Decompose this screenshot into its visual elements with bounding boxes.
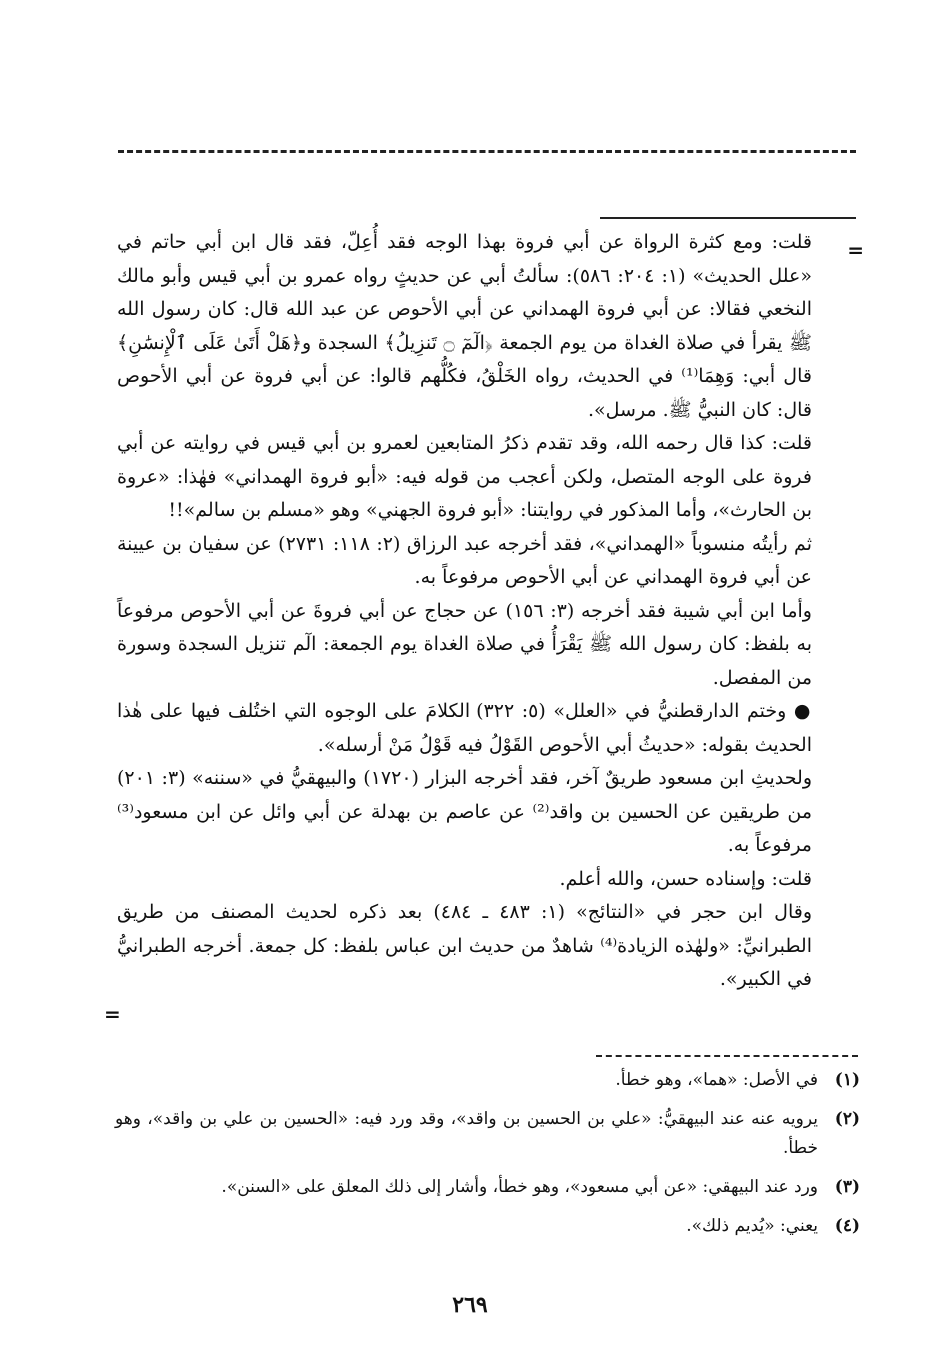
footnote-item [115,1173,860,1202]
page-number: ٢٦٩ [452,1292,488,1318]
footnote-number: (١) [834,1070,860,1090]
footnote-text: يرويه عنه عند البيهقيُّ: «علي بن الحسين بن واقد»، وقد ورد فيه: «الحسين بن علي بن واقد»، وهو خطأ. [115,1109,818,1158]
continuation-marker-top: = [847,238,864,262]
section-rule [600,217,856,219]
footnote-text: ورد عند البيهقي: «عن أبي مسعود»، وهو خطأ، وأشار إلى ذلك المعلق على «السنن». [221,1177,818,1197]
paragraph-abdulrazzaq: ثم رأيتُه منسوباً «الهمداني»، فقد أخرجه عبد الرزاق (٢: ١١٨: ٢٧٣١) عن سفيان بن عيينة عن أبي فروة الهمداني عن أبي الأحوص مرفوعاً به. [117,532,812,588]
continuation-marker-bottom: = [104,1002,121,1026]
footnote-number: (٣) [834,1177,860,1197]
paragraph-illal: قلت: ومع كثرة الرواة عن أبي فروة بهذا الوجه فقد أُعِلّ، فقد قال ابن أبي حاتم في «علل الحديث» (١: ٢٠٤: ٥٨٦): سألتُ أبي عن حديثٍ رواه عمرو بن أبي قيس وأبو مالك النخعي فقالا: عن أبي فروة الهمداني عن أبي الأحوص عن عبد الله قال: كان رسول الله ﷺ يقرأ في صلاة الغداة من يوم الجمعة ﴿الٓمٓ ۝ تَنزِيلُ﴾ السجدة و﴿هَلْ أَتَىٰ عَلَى ٱلْإِنسَٰنِ﴾ قال أبي: وَهِمَا⁽¹⁾ في الحديث، رواه الخَلْقُ، فكُلُّهم قالوا: عن أبي فروة عن أبي الأحوص قال: كان النبيُّ ﷺ. مرسل». [117,231,813,421]
paragraph-grading: قلت: وإسناده حسن، والله أعلم. [559,867,812,890]
main-text-block [117,226,812,997]
footnotes-section [115,1066,860,1251]
paragraph-daraqutni: ● وختم الدارقطنيُّ في «العلل» (٥: ٣٢٢) الكلامَ على الوجوه التي اختُلف فيها على هٰذا الحديث بقوله: «حديثُ أبي الأحوص القَوْلُ فيه قَوْلُ مَنْ أرسله». [117,700,812,756]
paragraph-ibn-hajar: وقال ابن حجر في «النتائج» (١: ٤٨٣ ـ ٤٨٤) بعد ذكره لحديث المصنف من طريق الطبرانيِّ: «ولهٰذه الزيادة⁽⁴⁾ شاهدٌ من حديث ابن عباس بلفظ: كل جمعة. أخرجه الطبرانيُّ في الكبير». [117,901,813,990]
header-dashed-rule [118,150,856,153]
paragraph-ibn-abi-shaybah: وأما ابن أبي شيبة فقد أخرجه (٣: ١٥٦) عن حجاج عن أبي فروةَ عن أبي الأحوص مرفوعاً به بلفظ: كان رسول الله ﷺ يَقْرَأُ في صلاة الغداة يوم الجمعة: الٓم تنزيل السجدة وسورة من المفصل. [117,599,812,689]
footnote-text: في الأصل: «هما»، وهو خطأ. [615,1070,818,1090]
footnote-dashed-rule [596,1055,858,1057]
paragraph-commentary: قلت: كذا قال رحمه الله، وقد تقدم ذكرُ المتابعين لعمرو بن أبي قيس في روايته عن أبي فروة على الوجه المتصل، ولكن أعجب من قوله فيه: «أبو فروة الهمداني» فهٰذا: «عروة بن الحارث»، وأما المذكور في روايتنا: «أبو فروة الجهني» وهو «مسلم بن سالم»!! [117,432,812,521]
footnote-item [115,1066,860,1095]
footnote-number: (٢) [834,1109,860,1129]
paragraph-ibn-masud-route: ولحديثِ ابن مسعود طريقٌ آخر، فقد أخرجه البزار (١٧٢٠) والبيهقيُّ في «سننه» (٣: ٢٠١) من طريقين عن الحسين بن واقد⁽²⁾ عن عاصم بن بهدلة عن أبي وائل عن ابن مسعود⁽³⁾ مرفوعاً به. [117,767,813,856]
footnote-text: يعني: «يُديم ذلك». [686,1216,818,1236]
footnote-item [115,1212,860,1241]
footnote-number: (٤) [834,1216,860,1236]
footnote-item [115,1105,860,1163]
